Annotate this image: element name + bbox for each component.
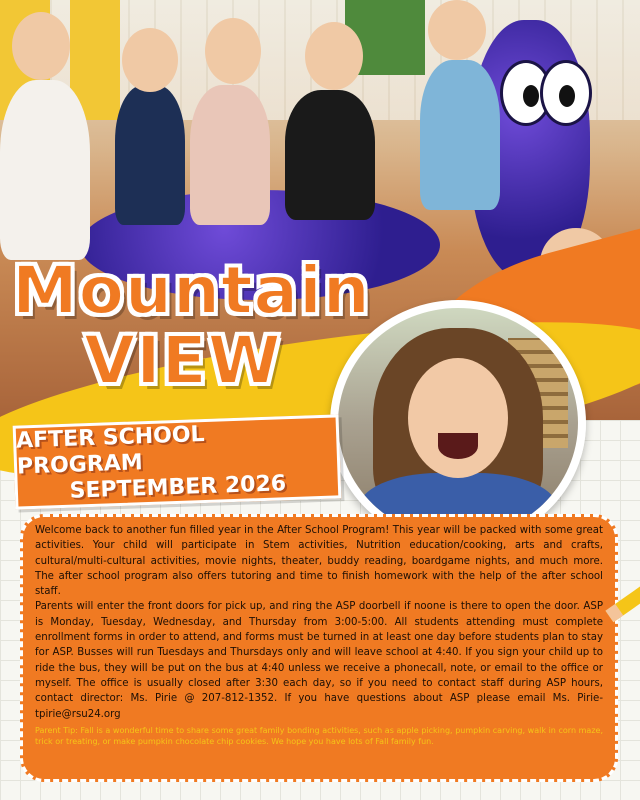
face	[408, 358, 508, 478]
title-line-1: Mountain	[12, 252, 371, 329]
logistics-paragraph: Parents will enter the front doors for pick up, and ring the ASP doorbell if noone is there to open the door. ASP is Monday, Tuesday, Wednesday, and Thursday from 3:00-5:00. All students attending must complete enrollment forms in order to attend, and forms must be turned in at least one day before students plan to stay for ASP. Busses will run Tuesdays and Thursdays only and will leave school at 4:40. If you sign your child up to ride the bus, they will be put on the bus at 4:40 unless we receive a phonecall, note, or email to the office or myself. The office is usually closed after 3:30 each day, so if you need to contact staff during ASP hours, contact director: Ms. Pirie @ 207-812-1352. If you have questions about ASP please email Ms. Pirie-tpirie@rsu24.org	[35, 601, 603, 720]
parent-tip: Parent Tip: Fall is a wonderful time to share some great family bonding activities, such as apple picking, pumpkin carving, walk in corn maze, trick or treating, or make pumpkin chocolate chip cookies. We hope you have lots of Fall family fun.	[35, 725, 603, 746]
child-figure	[0, 80, 90, 260]
child-figure	[285, 90, 375, 220]
welcome-paragraph: Welcome back to another fun filled year in the After School Program! This year will be packed with some great activities. Your child will participate in Stem activities, Nutrition education/cooking, arts and crafts, cultural/multi-cultural activities, movie nights, theater, buddy reading, boardgame nights, and much more. The after school program also offers tutoring and time to finish homework with the help of the after school staff.	[35, 525, 603, 598]
mouth	[438, 433, 478, 459]
child-figure	[190, 85, 270, 225]
child-head	[12, 12, 70, 80]
info-text-box	[20, 514, 618, 782]
banner-line-2: SEPTEMBER 2026	[69, 471, 287, 504]
banner-line-1: AFTER SCHOOL PROGRAM	[15, 422, 206, 480]
child-head	[122, 28, 178, 92]
child-figure	[420, 60, 500, 210]
toy-eye	[540, 60, 592, 126]
child-head	[305, 22, 363, 90]
girl-portrait-photo	[330, 300, 586, 546]
title-line-2: VIEW	[84, 322, 282, 399]
program-banner	[13, 414, 342, 509]
child-head	[428, 0, 486, 60]
child-head	[205, 18, 261, 84]
child-figure	[115, 85, 185, 225]
